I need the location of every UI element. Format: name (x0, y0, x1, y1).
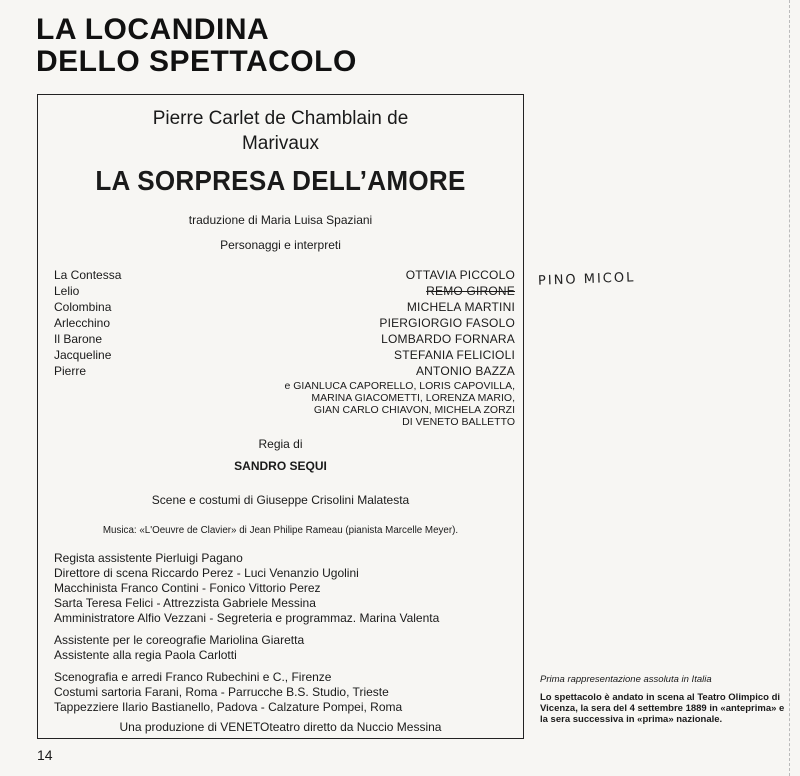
author-line-2: Marivaux (241, 133, 320, 154)
page-number: 14 (37, 747, 53, 763)
page-edge-divider (788, 0, 790, 776)
page-title (36, 14, 357, 78)
cast-role: Lelio (54, 284, 80, 298)
cast-actor: MICHELA MARTINI (406, 300, 515, 314)
staff-line: Tappezziere Ilario Bastianello, Padova - Calzature Pompei, Roma (54, 700, 403, 714)
extras-line: e GIANLUCA CAPORELLO, LORIS CAPOVILLA, (284, 380, 515, 392)
cast-actor: STEFANIA FELICIOLI (394, 348, 515, 362)
page-title-line-2: DELLO SPETTACOLO (36, 45, 357, 78)
extras-line: GIAN CARLO CHIAVON, MICHELA ZORZI (313, 404, 515, 416)
cast-role: Pierre (54, 364, 87, 378)
cast-role: Arlecchino (54, 316, 111, 330)
playbill-frame (37, 94, 524, 739)
play-title: LA SORPRESA DELL’AMORE (95, 165, 466, 196)
extras-line: MARINA GIACOMETTI, LORENZA MARIO, (311, 392, 515, 404)
cast-actor: LOMBARDO FORNARA (381, 332, 515, 346)
handwritten-note: PINO MICOL (537, 270, 636, 289)
cast-actor-struck: REMO GIRONE (426, 284, 515, 298)
premiere-caption: Prima rappresentazione assoluta in Italia (540, 674, 712, 685)
staff-line: Macchinista Franco Contini - Fonico Vittorio Perez (54, 581, 321, 595)
direction-label: Regia di (258, 437, 303, 451)
extras-line: DI VENETO BALLETTO (402, 416, 515, 428)
staff-line: Scenografia e arredi Franco Rubechini e C., Firenze (54, 670, 332, 684)
cast-heading: Personaggi e interpreti (220, 238, 341, 252)
staff-line: Assistente per le coreografie Mariolina Giaretta (54, 633, 305, 647)
cast-actor: OTTAVIA PICCOLO (405, 268, 515, 282)
staff-line: Sarta Teresa Felici - Attrezzista Gabriele Messina (54, 596, 316, 610)
author-line-1: Pierre Carlet de Chamblain de (152, 108, 409, 129)
director-name: SANDRO SEQUI (234, 459, 327, 473)
performance-note: Lo spettacolo è andato in scena al Teatro Olimpico di Vicenza, la sera del 4 settembre 1889 in «anteprima» e la sera successiva in «prima» nazionale. (540, 692, 785, 725)
translation-credit: traduzione di Maria Luisa Spaziani (188, 213, 373, 227)
staff-line: Amministratore Alfio Vezzani - Segreteria e programmaz. Marina Valenta (54, 611, 440, 625)
cast-role: La Contessa (54, 268, 122, 282)
staff-line: Regista assistente Pierluigi Pagano (54, 551, 243, 565)
staff-line: Assistente alla regia Paola Carlotti (54, 648, 237, 662)
production-credit: Una produzione di VENETOteatro diretto da Nuccio Messina (119, 720, 442, 734)
cast-role: Jacqueline (54, 348, 112, 362)
music-credit: Musica: «L'Oeuvre de Clavier» di Jean Philipe Rameau (pianista Marcelle Meyer). (102, 525, 459, 536)
sets-credit: Scene e costumi di Giuseppe Crisolini Malatesta (151, 493, 410, 507)
cast-role: Il Barone (54, 332, 103, 346)
cast-actor: ANTONIO BAZZA (415, 364, 515, 378)
page-title-line-1: LA LOCANDINA (36, 13, 270, 46)
cast-actor: PIERGIORGIO FASOLO (379, 316, 515, 330)
staff-line: Costumi sartoria Farani, Roma - Parrucche B.S. Studio, Trieste (54, 685, 389, 699)
staff-line: Direttore di scena Riccardo Perez - Luci Venanzio Ugolini (54, 566, 359, 580)
cast-role: Colombina (54, 300, 112, 314)
